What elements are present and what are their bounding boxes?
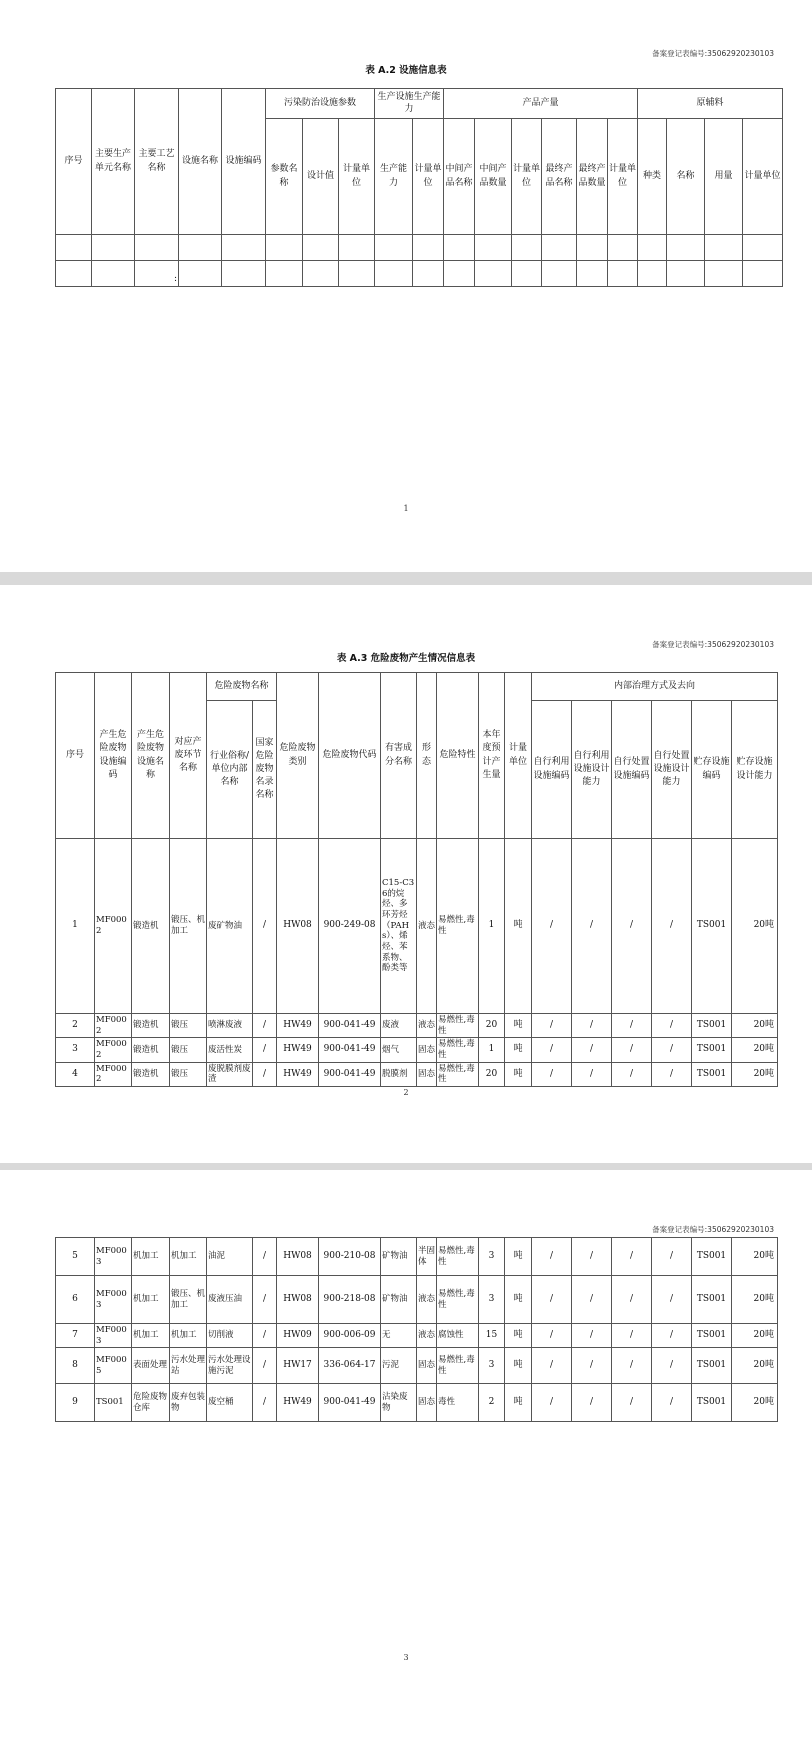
- cell-annual: 3: [479, 1238, 505, 1276]
- cell-annual: 3: [479, 1276, 505, 1324]
- cell-storage-capacity: 20吨: [732, 1384, 778, 1422]
- cell-form: 半固体: [417, 1238, 437, 1276]
- cell-storage-code: TS001: [692, 1384, 732, 1422]
- cell-waste-link: 机加工: [170, 1238, 207, 1276]
- cell-property: 毒性: [437, 1384, 479, 1422]
- table-title: 表 A.2 设施信息表: [365, 65, 447, 76]
- cell-form: 液态: [417, 1014, 437, 1038]
- document-page-1: [0, 0, 812, 572]
- cell-code: 900-006-09: [319, 1324, 381, 1348]
- page-number: 3: [403, 1653, 409, 1662]
- header-seq: 序号: [56, 89, 92, 235]
- registration-number: 备案登记表编号:35062920230103: [652, 640, 774, 649]
- header-unit-3: 计量单位: [512, 119, 542, 235]
- header-form: 形态: [417, 673, 437, 839]
- cell-national-name: /: [253, 1384, 277, 1422]
- cell-property: 易燃性,毒性: [437, 839, 479, 1014]
- cell-harmful: 废液: [381, 1014, 417, 1038]
- cell-unit: 吨: [505, 1062, 532, 1086]
- cell-seq: 2: [56, 1014, 95, 1038]
- cell-common-name: 油泥: [207, 1238, 253, 1276]
- cell-unit: 吨: [505, 1038, 532, 1062]
- cell-waste-link: 锻压、机加工: [170, 1276, 207, 1324]
- cell-storage-code: TS001: [692, 1238, 732, 1276]
- document-page-2: [0, 585, 812, 1163]
- cell-self-dispose-capacity: /: [652, 1276, 692, 1324]
- cell-property: 易燃性,毒性: [437, 1014, 479, 1038]
- header-group-pollution: 污染防治设施参数: [266, 89, 375, 119]
- header-intermediate-name: 中间产品名称: [444, 119, 475, 235]
- table-body: [56, 1238, 778, 1422]
- header-waste-link: 对应产废环节名称: [170, 673, 207, 839]
- cell-self-use-capacity: /: [572, 1348, 612, 1384]
- cell-common-name: 切削液: [207, 1324, 253, 1348]
- cell-code: 900-041-49: [319, 1038, 381, 1062]
- cell-form: 固态: [417, 1062, 437, 1086]
- cell-self-dispose-code: /: [612, 1238, 652, 1276]
- cell-unit: 吨: [505, 1348, 532, 1384]
- cell-category: HW08: [277, 1238, 319, 1276]
- cell-code: 900-210-08: [319, 1238, 381, 1276]
- cell-self-use-code: /: [532, 1384, 572, 1422]
- cell-property: 易燃性,毒性: [437, 1276, 479, 1324]
- header-seq: 序号: [56, 673, 95, 839]
- header-national-name: 国家危险废物名录名称: [253, 701, 277, 839]
- hazardous-waste-table-continued: [55, 1237, 778, 1422]
- cell-facility-name: 机加工: [132, 1276, 170, 1324]
- table-row: [56, 1038, 778, 1062]
- header-group-materials: 原辅料: [638, 89, 783, 119]
- cell-facility-code: MF0002: [95, 1038, 132, 1062]
- header-unit-4: 计量单位: [608, 119, 638, 235]
- header-unit-1: 计量单位: [339, 119, 375, 235]
- cell-self-use-capacity: /: [572, 1276, 612, 1324]
- cell-harmful: 沾染废物: [381, 1384, 417, 1422]
- cell-category: HW49: [277, 1384, 319, 1422]
- cell-annual: 2: [479, 1384, 505, 1422]
- table-row: [56, 1384, 778, 1422]
- cell-common-name: 废液压油: [207, 1276, 253, 1324]
- cell-unit: 吨: [505, 1384, 532, 1422]
- cell-category: HW49: [277, 1014, 319, 1038]
- table-row: [56, 1324, 778, 1348]
- header-final-name: 最终产品名称: [542, 119, 577, 235]
- cell-self-use-capacity: /: [572, 1062, 612, 1086]
- header-storage-capacity: 贮存设施设计能力: [732, 701, 778, 839]
- cell-unit: 吨: [505, 1014, 532, 1038]
- cell-seq: 7: [56, 1324, 95, 1348]
- cell-self-use-code: /: [532, 1062, 572, 1086]
- header-self-use-capacity: 自行利用设施设计能力: [572, 701, 612, 839]
- cell-annual: 15: [479, 1324, 505, 1348]
- cell-waste-link: 废弃包装物: [170, 1384, 207, 1422]
- cell-self-dispose-code: /: [612, 1038, 652, 1062]
- cell-self-use-capacity: /: [572, 1038, 612, 1062]
- facility-info-table: [55, 88, 783, 287]
- cell-form: 液态: [417, 1324, 437, 1348]
- cell-waste-link: 锻压: [170, 1062, 207, 1086]
- cell-storage-code: TS001: [692, 1062, 732, 1086]
- cell-code: 900-218-08: [319, 1276, 381, 1324]
- header-group-waste-name: 危险废物名称: [207, 673, 277, 701]
- cell-annual: 1: [479, 1038, 505, 1062]
- cell-property: 易燃性,毒性: [437, 1348, 479, 1384]
- cell-unit: 吨: [505, 1238, 532, 1276]
- cell-harmful: 烟气: [381, 1038, 417, 1062]
- cell-self-dispose-code: /: [612, 839, 652, 1014]
- cell-form: 固态: [417, 1384, 437, 1422]
- cell-annual: 20: [479, 1014, 505, 1038]
- cell-property: 易燃性,毒性: [437, 1038, 479, 1062]
- cell-self-use-capacity: /: [572, 1384, 612, 1422]
- cell-national-name: /: [253, 1324, 277, 1348]
- cell-storage-capacity: 20吨: [732, 1276, 778, 1324]
- cell-facility-code: MF0002: [95, 1014, 132, 1038]
- header-unit-2: 计量单位: [413, 119, 444, 235]
- cell-harmful: 污泥: [381, 1348, 417, 1384]
- cell-common-name: 废空桶: [207, 1384, 253, 1422]
- cell-code: 900-041-49: [319, 1062, 381, 1086]
- cell-form: 固态: [417, 1348, 437, 1384]
- cell-property: 腐蚀性: [437, 1324, 479, 1348]
- cell-self-dispose-code: /: [612, 1384, 652, 1422]
- table-row: [56, 1062, 778, 1086]
- cell-harmful: 无: [381, 1324, 417, 1348]
- cell-unit: 吨: [505, 839, 532, 1014]
- cell-seq: 8: [56, 1348, 95, 1384]
- header-final-qty: 最终产品数量: [577, 119, 608, 235]
- cell-seq: 5: [56, 1238, 95, 1276]
- cell-self-dispose-capacity: /: [652, 1062, 692, 1086]
- cell-self-dispose-capacity: /: [652, 1038, 692, 1062]
- header-group-internal: 内部治理方式及去向: [532, 673, 778, 701]
- header-storage-code: 贮存设施编码: [692, 701, 732, 839]
- cell-self-use-code: /: [532, 1014, 572, 1038]
- cell-national-name: /: [253, 1014, 277, 1038]
- header-unit: 计量单位: [505, 673, 532, 839]
- page-number: 2: [403, 1088, 409, 1097]
- hazardous-waste-table: [55, 672, 778, 1087]
- cell-national-name: /: [253, 1062, 277, 1086]
- cell-annual: 1: [479, 839, 505, 1014]
- cell-storage-capacity: 20吨: [732, 839, 778, 1014]
- cell-category: HW49: [277, 1038, 319, 1062]
- page-number: 1: [403, 504, 409, 513]
- cell-seq: 3: [56, 1038, 95, 1062]
- table-row: [56, 839, 778, 1014]
- header-param-name: 参数名称: [266, 119, 303, 235]
- table-row: [56, 1276, 778, 1324]
- cell-facility-name: 表面处理: [132, 1348, 170, 1384]
- table-body: [56, 839, 778, 1087]
- cell-facility-name: 锻造机: [132, 839, 170, 1014]
- header-common-name: 行业俗称/单位内部名称: [207, 701, 253, 839]
- cell-common-name: 喷淋废液: [207, 1014, 253, 1038]
- header-material-name: 名称: [667, 119, 705, 235]
- cell-annual: 3: [479, 1348, 505, 1384]
- cell-storage-capacity: 20吨: [732, 1014, 778, 1038]
- cell-facility-code: MF0002: [95, 1062, 132, 1086]
- cell-category: HW09: [277, 1324, 319, 1348]
- cell-self-dispose-code: /: [612, 1348, 652, 1384]
- header-intermediate-qty: 中间产品数量: [475, 119, 512, 235]
- table-row: [56, 261, 783, 287]
- cell-seq: 1: [56, 839, 95, 1014]
- cell-self-use-capacity: /: [572, 1014, 612, 1038]
- cell-waste-link: 锻压: [170, 1014, 207, 1038]
- cell-code: 900-041-49: [319, 1014, 381, 1038]
- cell-harmful: 矿物油: [381, 1238, 417, 1276]
- cell-category: HW08: [277, 1276, 319, 1324]
- cell-storage-capacity: 20吨: [732, 1238, 778, 1276]
- cell-self-dispose-capacity: /: [652, 1348, 692, 1384]
- table-row: [56, 235, 783, 261]
- table-title: 表 A.3 危险废物产生情况信息表: [336, 653, 476, 664]
- cell-common-name: 废活性炭: [207, 1038, 253, 1062]
- header-hazard-property: 危险特性: [437, 673, 479, 839]
- cell-storage-capacity: 20吨: [732, 1062, 778, 1086]
- header-self-dispose-capacity: 自行处置设施设计能力: [652, 701, 692, 839]
- header-self-dispose-code: 自行处置设施编码: [612, 701, 652, 839]
- cell-storage-code: TS001: [692, 839, 732, 1014]
- header-waste-category: 危险废物类别: [277, 673, 319, 839]
- header-capacity: 生产能力: [375, 119, 413, 235]
- cell-waste-link: 污水处理站: [170, 1348, 207, 1384]
- cell-facility-code: MF0005: [95, 1348, 132, 1384]
- cell-storage-capacity: 20吨: [732, 1038, 778, 1062]
- cell-waste-link: 锻压、机加工: [170, 839, 207, 1014]
- header-group-capacity: 生产设施生产能力: [375, 89, 444, 119]
- cell-category: HW49: [277, 1062, 319, 1086]
- cell-storage-capacity: 20吨: [732, 1348, 778, 1384]
- cell-storage-code: TS001: [692, 1348, 732, 1384]
- cell-property: 易燃性,毒性: [437, 1238, 479, 1276]
- header-facility-code: 产生危险废物设施编码: [95, 673, 132, 839]
- header-harmful-component: 有害成分名称: [381, 673, 417, 839]
- cell-self-use-capacity: /: [572, 839, 612, 1014]
- cell-harmful: 矿物油: [381, 1276, 417, 1324]
- cell-form: 液态: [417, 839, 437, 1014]
- cell-annual: 20: [479, 1062, 505, 1086]
- stray-mark: :: [173, 273, 177, 284]
- cell-common-name: 废脱膜剂废渣: [207, 1062, 253, 1086]
- cell-seq: 9: [56, 1384, 95, 1422]
- cell-national-name: /: [253, 1038, 277, 1062]
- cell-facility-code: MF0003: [95, 1238, 132, 1276]
- cell-form: 液态: [417, 1276, 437, 1324]
- table-row: [56, 1014, 778, 1038]
- cell-self-dispose-code: /: [612, 1324, 652, 1348]
- cell-self-dispose-capacity: /: [652, 839, 692, 1014]
- cell-self-dispose-capacity: /: [652, 1014, 692, 1038]
- cell-harmful: 脱膜剂: [381, 1062, 417, 1086]
- cell-national-name: /: [253, 1276, 277, 1324]
- header-facility-code: 设施编码: [222, 89, 266, 235]
- cell-unit: 吨: [505, 1276, 532, 1324]
- cell-waste-link: 机加工: [170, 1324, 207, 1348]
- cell-national-name: /: [253, 1238, 277, 1276]
- header-self-use-code: 自行利用设施编码: [532, 701, 572, 839]
- cell-waste-link: 锻压: [170, 1038, 207, 1062]
- document-page-3: [0, 1170, 812, 1740]
- cell-storage-code: TS001: [692, 1324, 732, 1348]
- cell-common-name: 废矿物油: [207, 839, 253, 1014]
- cell-storage-code: TS001: [692, 1038, 732, 1062]
- cell-self-use-code: /: [532, 1348, 572, 1384]
- table-row: [56, 1238, 778, 1276]
- cell-facility-name: 机加工: [132, 1324, 170, 1348]
- cell-facility-name: 危险废物仓库: [132, 1384, 170, 1422]
- header-kind: 种类: [638, 119, 667, 235]
- cell-facility-code: MF0003: [95, 1324, 132, 1348]
- cell-self-dispose-code: /: [612, 1014, 652, 1038]
- header-annual-amount: 本年度预计产生量: [479, 673, 505, 839]
- cell-self-use-code: /: [532, 1238, 572, 1276]
- cell-self-use-capacity: /: [572, 1238, 612, 1276]
- header-waste-code: 危险废物代码: [319, 673, 381, 839]
- cell-property: 易燃性,毒性: [437, 1062, 479, 1086]
- cell-code: 900-041-49: [319, 1384, 381, 1422]
- cell-self-use-capacity: /: [572, 1324, 612, 1348]
- cell-facility-code: MF0003: [95, 1276, 132, 1324]
- registration-number: 备案登记表编号:35062920230103: [652, 1225, 774, 1234]
- cell-facility-name: 机加工: [132, 1238, 170, 1276]
- cell-code: 336-064-17: [319, 1348, 381, 1384]
- cell-seq: 4: [56, 1062, 95, 1086]
- header-design-value: 设计值: [303, 119, 339, 235]
- header-facility-name: 设施名称: [179, 89, 222, 235]
- cell-self-dispose-capacity: /: [652, 1238, 692, 1276]
- cell-self-dispose-capacity: /: [652, 1324, 692, 1348]
- header-facility-name: 产生危险废物设施名称: [132, 673, 170, 839]
- cell-seq: 6: [56, 1276, 95, 1324]
- cell-code: 900-249-08: [319, 839, 381, 1014]
- cell-national-name: /: [253, 839, 277, 1014]
- table-row: [56, 1348, 778, 1384]
- cell-category: HW08: [277, 839, 319, 1014]
- cell-harmful: C15-C36的烷烃、多环芳烃（PAHs）、烯烃、苯系物、酚类等: [381, 839, 417, 1014]
- cell-unit: 吨: [505, 1324, 532, 1348]
- cell-facility-name: 锻造机: [132, 1014, 170, 1038]
- header-unit-5: 计量单位: [743, 119, 783, 235]
- cell-self-dispose-capacity: /: [652, 1384, 692, 1422]
- registration-number: 备案登记表编号:35062920230103: [652, 49, 774, 58]
- cell-storage-capacity: 20吨: [732, 1324, 778, 1348]
- cell-facility-code: MF0002: [95, 839, 132, 1014]
- cell-self-use-code: /: [532, 1038, 572, 1062]
- cell-self-dispose-code: /: [612, 1276, 652, 1324]
- header-process: 主要工艺名称: [135, 89, 179, 235]
- cell-facility-name: 锻造机: [132, 1038, 170, 1062]
- cell-self-use-code: /: [532, 1276, 572, 1324]
- cell-national-name: /: [253, 1348, 277, 1384]
- header-production-unit: 主要生产单元名称: [92, 89, 135, 235]
- cell-storage-code: TS001: [692, 1276, 732, 1324]
- header-group-output: 产品产量: [444, 89, 638, 119]
- header-usage: 用量: [705, 119, 743, 235]
- cell-facility-code: TS001: [95, 1384, 132, 1422]
- cell-self-dispose-code: /: [612, 1062, 652, 1086]
- cell-form: 固态: [417, 1038, 437, 1062]
- cell-storage-code: TS001: [692, 1014, 732, 1038]
- cell-self-use-code: /: [532, 1324, 572, 1348]
- cell-common-name: 污水处理设施污泥: [207, 1348, 253, 1384]
- cell-facility-name: 锻造机: [132, 1062, 170, 1086]
- cell-self-use-code: /: [532, 839, 572, 1014]
- cell-category: HW17: [277, 1348, 319, 1384]
